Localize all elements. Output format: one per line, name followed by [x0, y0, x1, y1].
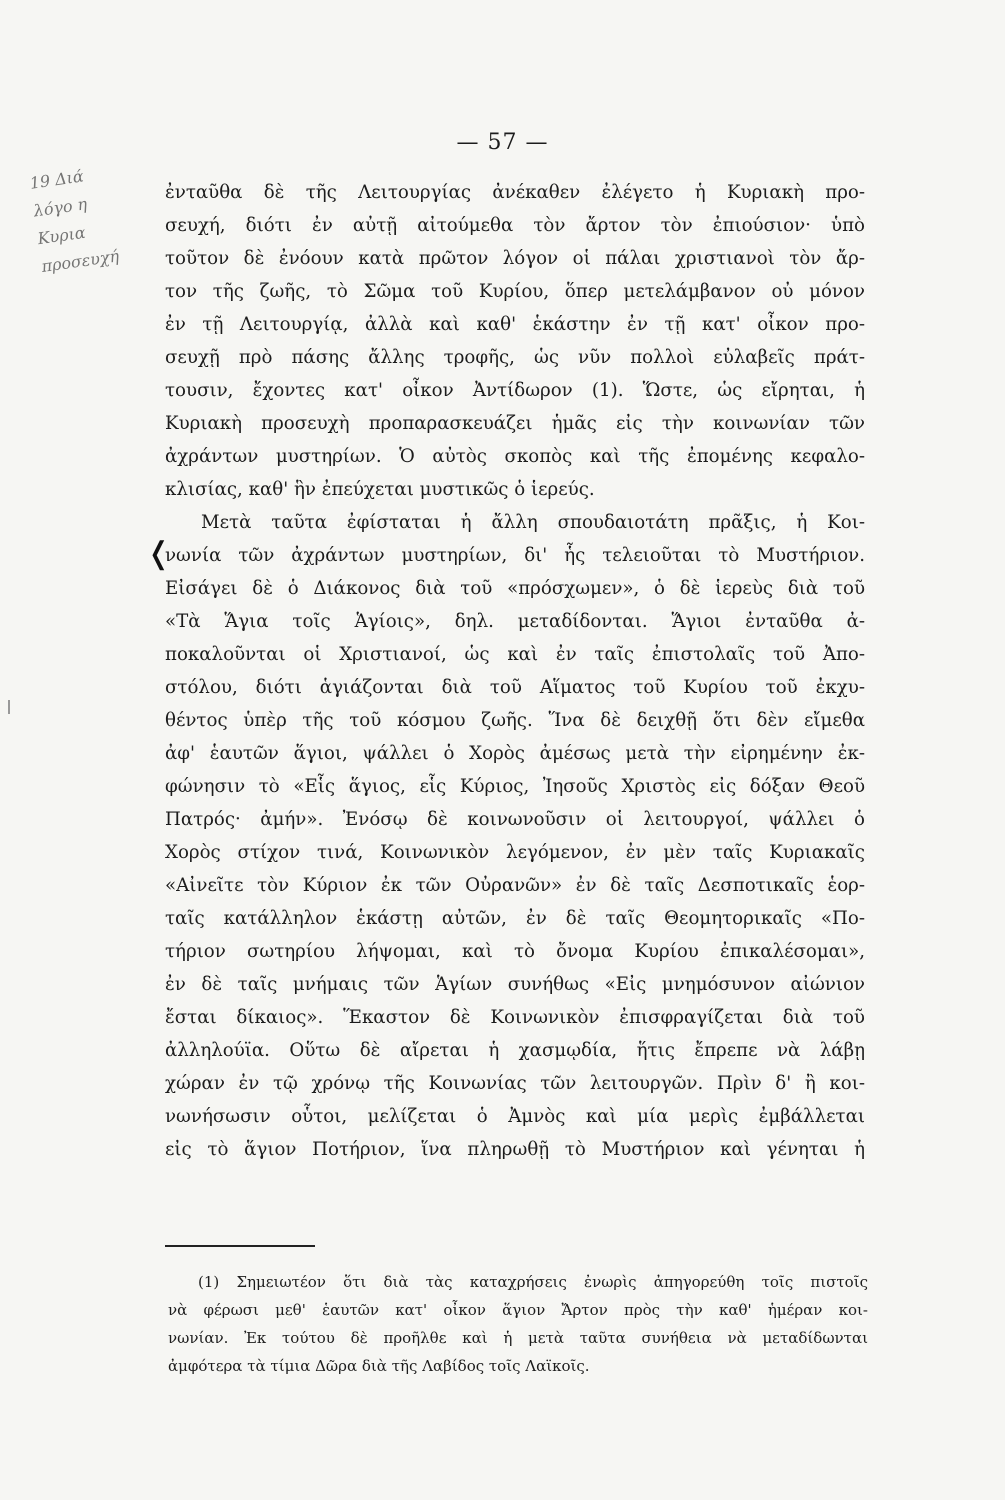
- marginalia-line: Κυρια: [36, 222, 87, 249]
- text-line: ἔσται δίκαιος». Ἕκαστον δὲ Κοινωνικὸν ἐπισφραγίζεται διὰ τοῦ: [165, 1007, 865, 1028]
- text-line: «Τὰ Ἅγια τοῖς Ἁγίοις», δηλ. μεταδίδονται. Ἅγιοι ἐνταῦθα ἀ-: [165, 611, 865, 632]
- text-line: Μετὰ ταῦτα ἐφίσταται ἡ ἄλλη σπουδαιοτάτη πρᾶξις, ἡ Κοι-: [201, 512, 865, 533]
- text-line: Εἰσάγει δὲ ὁ Διάκονος διὰ τοῦ «πρόσχωμεν», ὁ δὲ ἱερεὺς διὰ τοῦ: [165, 578, 865, 599]
- edge-mark: [8, 700, 10, 714]
- footnote-line: νὰ φέρωσι μεθ' ἑαυτῶν κατ' οἶκον ἅγιον Ἄρτον πρὸς τὴν καθ' ἡμέραν κοι-: [168, 1301, 868, 1319]
- text-line: «Αἰνεῖτε τὸν Κύριον ἐκ τῶν Οὐρανῶν» ἐν δὲ ταῖς Δεσποτικαῖς ἑορ-: [165, 875, 865, 896]
- text-line: κλισίας, καθ' ἣν ἐπεύχεται μυστικῶς ὁ ἱερεύς.: [165, 479, 595, 500]
- text-line: σευχῇ πρὸ πάσης ἄλλης τροφῆς, ὡς νῦν πολλοὶ εὐλαβεῖς πράτ-: [165, 347, 865, 368]
- footnote-line: νωνίαν. Ἐκ τούτου δὲ προῆλθε καὶ ἡ μετὰ ταῦτα συνήθεια νὰ μεταδίδωνται: [168, 1329, 868, 1347]
- marginalia-line: προσευχή: [40, 246, 121, 276]
- text-line: νωνία τῶν ἀχράντων μυστηρίων, δι' ἧς τελειοῦται τὸ Μυστήριον.: [165, 545, 865, 566]
- footnote-line: ἀμφότερα τὰ τίμια Δῶρα διὰ τῆς Λαβίδος τοῖς Λαϊκοῖς.: [168, 1357, 590, 1375]
- text-line: Κυριακὴ προσευχὴ προπαρασκευάζει ἡμᾶς εἰς τὴν κοινωνίαν τῶν: [165, 413, 865, 434]
- marginalia-line: λόγο η: [32, 194, 89, 221]
- text-line: θέντος ὑπὲρ τῆς τοῦ κόσμου ζωῆς. Ἵνα δὲ δειχθῇ ὅτι δὲν εἴμεθα: [165, 710, 865, 731]
- page-number: — 57 —: [456, 130, 549, 155]
- text-line: ποκαλοῦνται οἱ Χριστιανοί, ὡς καὶ ἐν ταῖς ἐπιστολαῖς τοῦ Ἀπο-: [165, 644, 865, 665]
- text-line: εἰς τὸ ἅγιον Ποτήριον, ἵνα πληρωθῇ τὸ Μυστήριον καὶ γένηται ἡ: [165, 1139, 865, 1160]
- text-line: τήριον σωτηρίου λήψομαι, καὶ τὸ ὄνομα Κυρίου ἐπικαλέσομαι»,: [165, 941, 865, 962]
- text-line: χώραν ἐν τῷ χρόνῳ τῆς Κοινωνίας τῶν λειτουργῶν. Πρὶν δ' ἢ κοι-: [165, 1073, 865, 1094]
- text-line: Χορὸς στίχον τινά, Κοινωνικὸν λεγόμενον, ἐν μὲν ταῖς Κυριακαῖς: [165, 842, 865, 863]
- text-line: ἀλληλούϊα. Οὕτω δὲ αἴρεται ἡ χασμῳδία, ἥτις ἔπρεπε νὰ λάβῃ: [165, 1040, 865, 1061]
- text-line: ἐν δὲ ταῖς μνήμαις τῶν Ἁγίων συνήθως «Εἰς μνημόσυνον αἰώνιον: [165, 974, 865, 995]
- text-line: στόλου, διότι ἁγιάζονται διὰ τοῦ Αἵματος τοῦ Κυρίου τοῦ ἐκχυ-: [165, 677, 865, 698]
- text-line: τον τῆς ζωῆς, τὸ Σῶμα τοῦ Κυρίου, ὅπερ μετελάμβανον οὐ μόνον: [165, 281, 865, 302]
- text-line: τοῦτον δὲ ἐνόουν κατὰ πρῶτον λόγον οἱ πάλαι χριστιανοὶ τὸν ἄρ-: [165, 248, 865, 269]
- text-line: τουσιν, ἔχοντες κατ' οἶκον Ἀντίδωρον (1). Ὥστε, ὡς εἴρηται, ἡ: [165, 380, 865, 401]
- handwritten-marginalia: [28, 152, 172, 281]
- main-text: [165, 176, 865, 1166]
- footnote-block: [168, 1268, 868, 1380]
- paragraph-bracket-mark: ❬: [146, 536, 172, 571]
- footnote-line: (1) Σημειωτέον ὅτι διὰ τὰς καταχρήσεις ἐνωρὶς ἀπηγορεύθη τοῖς πιστοῖς: [198, 1273, 868, 1291]
- text-line: φώνησιν τὸ «Εἷς ἅγιος, εἷς Κύριος, Ἰησοῦς Χριστὸς εἰς δόξαν Θεοῦ: [165, 776, 865, 797]
- marginalia-line: 19 Διά: [28, 166, 85, 193]
- text-line: ἐνταῦθα δὲ τῆς Λειτουργίας ἀνέκαθεν ἐλέγετο ἡ Κυριακὴ προ-: [165, 182, 865, 203]
- text-line: σευχή, διότι ἐν αὐτῇ αἰτούμεθα τὸν ἄρτον τὸν ἐπιούσιον· ὑπὸ: [165, 215, 865, 236]
- footnote-separator: [165, 1245, 315, 1247]
- text-line: ἀχράντων μυστηρίων. Ὁ αὐτὸς σκοπὸς καὶ τῆς ἐπομένης κεφαλο-: [165, 446, 865, 467]
- text-line: νωνήσωσιν οὗτοι, μελίζεται ὁ Ἀμνὸς καὶ μία μερὶς ἐμβάλλεται: [165, 1106, 865, 1127]
- text-line: Πατρός· ἀμήν». Ἐνόσῳ δὲ κοινωνοῦσιν οἱ λειτουργοί, ψάλλει ὁ: [165, 809, 865, 830]
- text-line: ἀφ' ἑαυτῶν ἅγιοι, ψάλλει ὁ Χορὸς ἀμέσως μετὰ τὴν εἰρημένην ἐκ-: [165, 743, 865, 764]
- text-line: ταῖς κατάλληλον ἑκάστῃ αὐτῶν, ἐν δὲ ταῖς Θεομητορικαῖς «Πο-: [165, 908, 865, 929]
- text-line: ἐν τῇ Λειτουργίᾳ, ἀλλὰ καὶ καθ' ἑκάστην ἐν τῇ κατ' οἶκον προ-: [165, 314, 865, 335]
